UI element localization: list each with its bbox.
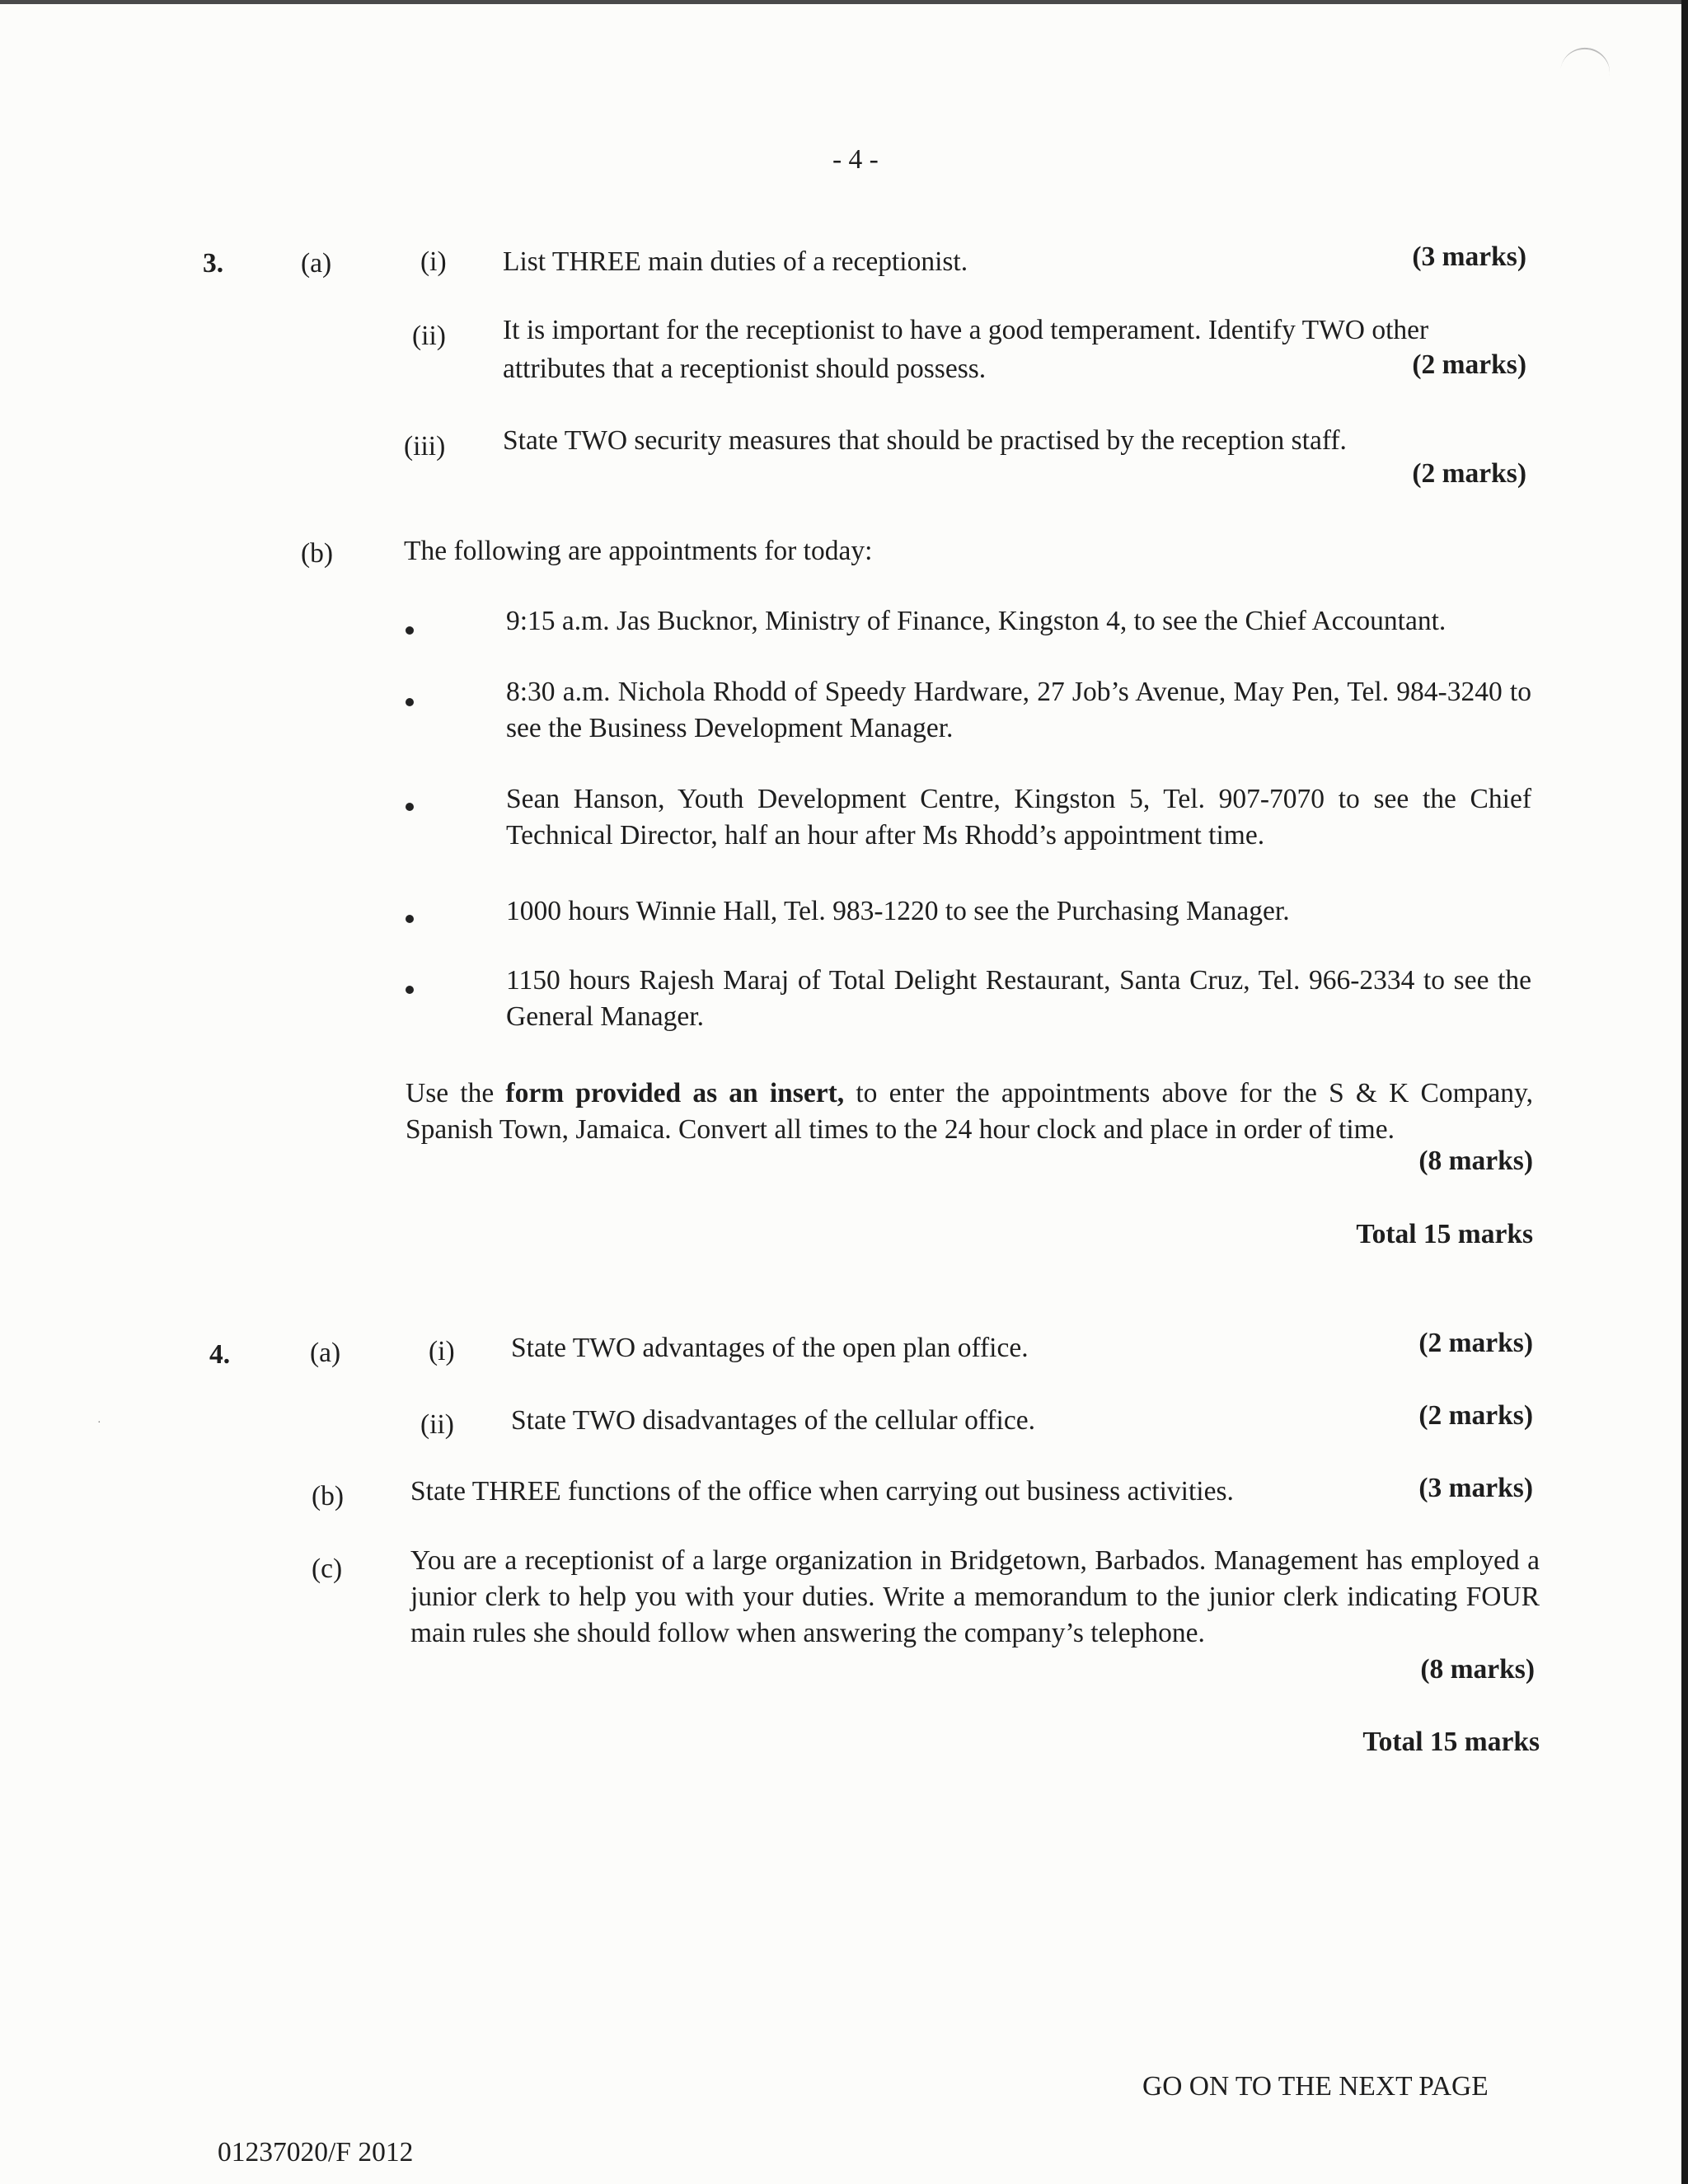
- question-text: State TWO disadvantages of the cellular office.: [511, 1405, 1035, 1436]
- question-text: It is important for the receptionist to have a good temperament. Identify TWO other: [503, 315, 1429, 345]
- marks-label: (2 marks): [1412, 349, 1526, 380]
- part-label: (c): [312, 1554, 343, 1584]
- question-text: State TWO security measures that should be practised by the reception staff.: [503, 425, 1347, 456]
- appointment-item: 9:15 a.m. Jas Bucknor, Ministry of Finance, Kingston 4, to see the Chief Accountant.: [506, 606, 1447, 636]
- marks-label: (8 marks): [1418, 1146, 1533, 1176]
- subpart-label: (i): [429, 1336, 455, 1366]
- page-number: - 4 -: [832, 144, 879, 175]
- question-text: You are a receptionist of a large organization in Bridgetown, Barbados. Management has employed a junior clerk to help you with your duties. Write a memorandum to the junior clerk indicating FOUR main rules she should follow when answering the company’s telephone.: [410, 1545, 1540, 1648]
- marks-label: (2 marks): [1418, 1328, 1533, 1358]
- bullet: [406, 915, 414, 923]
- question-number: 3.: [203, 248, 224, 279]
- subpart-label: (ii): [420, 1409, 454, 1440]
- question-text: State THREE functions of the office when carrying out business activities.: [410, 1476, 1234, 1507]
- bullet: [406, 803, 414, 811]
- subpart-label: (iii): [404, 431, 446, 462]
- instruction-emphasis: form provided as an insert,: [505, 1078, 845, 1108]
- scan-speck: ·: [97, 1417, 101, 1429]
- appointment-item: 1150 hours Rajesh Maraj of Total Delight Restaurant, Santa Cruz, Tel. 966-2334 to see the General Manager.: [506, 965, 1531, 1032]
- appointment-item: 8:30 a.m. Nichola Rhodd of Speedy Hardware, 27 Job’s Avenue, May Pen, Tel. 984-3240 to see the Business Development Manager.: [506, 677, 1531, 743]
- appointments-instruction: Use the form provided as an insert, to enter the appointments above for the S & K Company, Spanish Town, Jamaica. Convert all times to the 24 hour clock and place in order of time.: [406, 1078, 1534, 1145]
- subpart-label: (ii): [412, 321, 446, 351]
- marks-label: (3 marks): [1418, 1473, 1533, 1503]
- part-label: (a): [301, 248, 332, 279]
- scan-top-edge: [0, 0, 1688, 4]
- marks-label: (2 marks): [1418, 1400, 1533, 1431]
- bullet: [406, 986, 414, 994]
- next-page-notice: GO ON TO THE NEXT PAGE: [1142, 2071, 1489, 2102]
- paper-code: 01237020/F 2012: [218, 2137, 414, 2168]
- question-text: State TWO advantages of the open plan office.: [511, 1333, 1029, 1363]
- appointment-item: 1000 hours Winnie Hall, Tel. 983-1220 to see the Purchasing Manager.: [506, 896, 1290, 926]
- question-text: attributes that a receptionist should possess.: [503, 354, 987, 384]
- marks-label: (2 marks): [1412, 458, 1526, 489]
- scan-corner-mark: [1560, 45, 1613, 77]
- marks-label: (8 marks): [1420, 1654, 1535, 1685]
- part-label: (b): [301, 538, 334, 569]
- subpart-label: (i): [420, 246, 447, 277]
- scan-right-edge: [1681, 0, 1688, 2184]
- part-label: (a): [310, 1338, 341, 1368]
- marks-label: (3 marks): [1412, 241, 1526, 272]
- total-marks: Total 15 marks: [1356, 1219, 1533, 1249]
- part-label: (b): [312, 1481, 345, 1511]
- question-text: List THREE main duties of a receptionist.: [503, 246, 968, 277]
- appointments-intro: The following are appointments for today:: [404, 536, 873, 566]
- appointment-item: Sean Hanson, Youth Development Centre, Kingston 5, Tel. 907-7070 to see the Chief Technical Director, half an hour after Ms Rhodd’s appointment time.: [506, 784, 1531, 851]
- question-number: 4.: [209, 1339, 231, 1370]
- total-marks: Total 15 marks: [1362, 1727, 1540, 1757]
- bullet: [406, 626, 414, 635]
- bullet: [406, 698, 414, 706]
